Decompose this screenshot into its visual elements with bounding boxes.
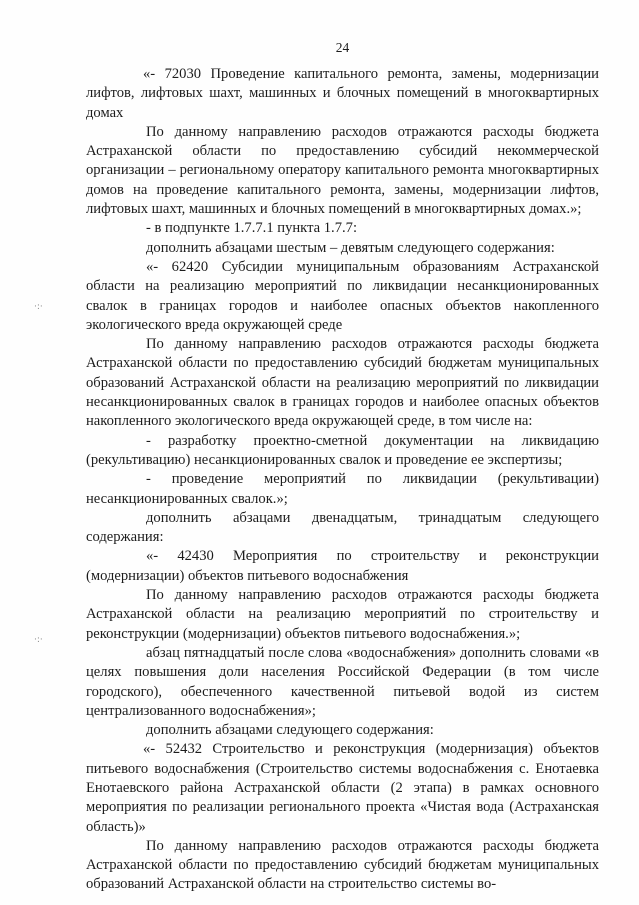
paragraph-add-6-9: дополнить абзацами шестым – девятым следующего содержания: [146, 239, 555, 256]
paragraph-72030-description: По данному направлению расходов отражаются расходы бюджета Астраханской области по предоставлению субсидий некоммерческой организации – региональному оператору капитального ремонта многоквартирных домов на проведение капитального ремонта, замены, модернизации лифтов, лифтовых шахт, машинных и блочных помещений в многоквартирных домах.»; [86, 123, 599, 218]
paragraph-72030-heading: «- 72030 Проведение капитального ремонта, замены, модернизации лифтов, лифтовых шахт, машинных и блочных помещений в многоквартирных домах [86, 66, 599, 121]
paragraph-add-following: дополнить абзацами следующего содержания: [146, 722, 434, 739]
paragraph-52432-heading: «- 52432 Строительство и реконструкция (модернизация) объектов питьевого водоснабжения (Строительство системы водоснабжения с. Енотаевка Енотаевского района Астраханской области (2 этапа) в рамках основного мероприятия по реализации регионального проекта «Чистая вода (Астраханская область)» [86, 741, 599, 835]
paragraph-fifteenth-amendment: абзац пятнадцатый после слова «водоснабжения» дополнить словами «в целях повышения доли населения Российской Федерации (в том числе городского), обеспеченного качественной питьевой водой из систем централизованного водоснабжения»; [86, 644, 599, 719]
paragraph-52432-description: По данному направлению расходов отражаются расходы бюджета Астраханской области по предоставлению субсидий бюджетам муниципальных образований Астраханской области на строительство системы во- [86, 837, 599, 893]
paragraph-list-item-liquidation: - проведение мероприятий по ликвидации (рекультивации) несанкционированных свалок.»; [86, 471, 599, 507]
paragraph-42430-description: По данному направлению расходов отражаются расходы бюджета Астраханской области на реализацию мероприятий по строительству и реконструкции (модернизации) объектов питьевого водоснабжения.»; [86, 587, 599, 642]
scan-mark: ·:· [34, 302, 43, 312]
scan-mark: ·:· [34, 635, 43, 645]
paragraph-62420-heading: «- 62420 Субсидии муниципальным образованиям Астраханской области на реализацию мероприятий по ликвидации несанкционированных свалок в границах городов и наиболее опасных объектов накопленного экологического вреда окружающей среде [86, 258, 599, 333]
paragraph-subclause-1-7-7-1: - в подпункте 1.7.7.1 пункта 1.7.7: [146, 220, 357, 237]
paragraph-62420-description: По данному направлению расходов отражаются расходы бюджета Астраханской области по предоставлению субсидий бюджетам муниципальных образований Астраханской области на реализацию мероприятий по ликвидации несанкционированных свалок в границах городов и наиболее опасных объектов накопленного экологического вреда окружающей среде, в том числе на: [86, 336, 599, 430]
paragraph-42430-heading: «- 42430 Мероприятия по строительству и реконструкции (модернизации) объектов питьевого водоснабжения [86, 548, 599, 584]
page-number: 24 [335, 40, 350, 55]
paragraph-add-12-13: дополнить абзацами двенадцатым, тринадцатым следующего содержания: [86, 509, 599, 546]
paragraph-list-item-design: - разработку проектно-сметной документации на ликвидацию (рекультивацию) несанкционированных свалок и проведение ее экспертизы; [86, 432, 599, 468]
